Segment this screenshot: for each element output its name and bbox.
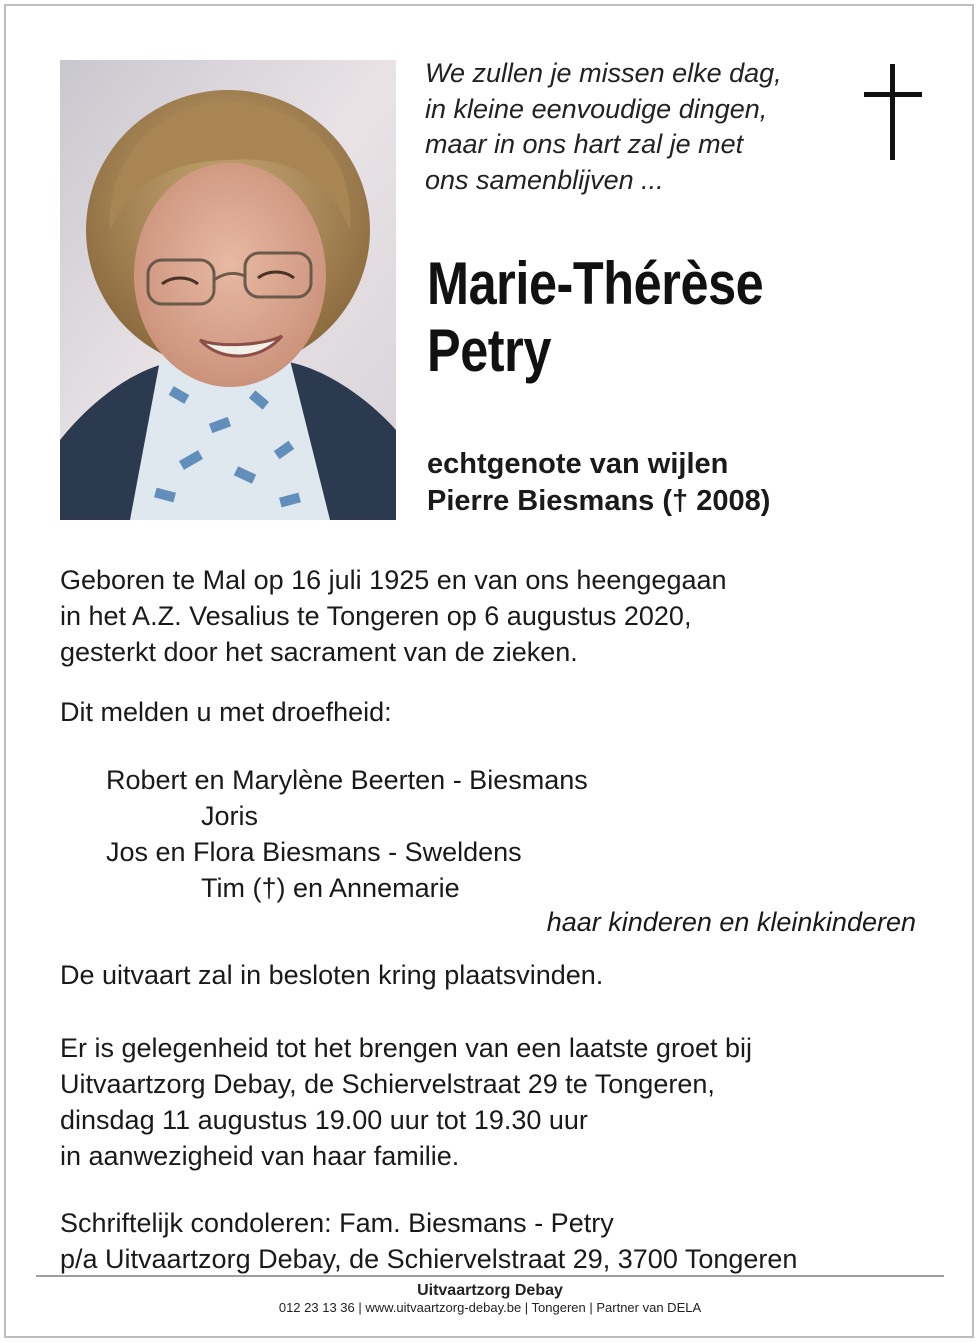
family-caption: haar kinderen en kleinkinderen [546, 907, 916, 937]
paragraph-line: Geboren te Mal op 16 juli 1925 en van ons heengegaan [60, 565, 727, 595]
grandchild: Joris [201, 801, 259, 831]
spouse-line: Pierre Biesmans († 2008) [427, 485, 771, 517]
funeral-note [60, 957, 603, 993]
paragraph-line: dinsdag 11 augustus 19.00 uur tot 19.30 uur [60, 1105, 588, 1135]
grandchild: Tim (†) en Annemarie [201, 873, 460, 903]
last-name: Petry [427, 317, 551, 384]
poem-line: maar in ons hart zal je met [425, 129, 744, 159]
poem-line: We zullen je missen elke dag, [425, 58, 782, 88]
family-member: Robert en Marylène Beerten - Biesmans [106, 765, 588, 795]
footer-contact: 012 23 13 36 | www.uitvaartzorg-debay.be | Tongeren | Partner van DELA [278, 1300, 702, 1315]
paragraph-line: Er is gelegenheid tot het brengen van een laatste groet bij [60, 1033, 752, 1063]
paragraph-line: p/a Uitvaartzorg Debay, de Schiervelstraat 29, 3700 Tongeren [60, 1244, 798, 1274]
visitation-paragraph [60, 1030, 752, 1174]
condolence-paragraph [60, 1205, 797, 1277]
poem [425, 56, 782, 198]
announcement [60, 694, 392, 730]
paragraph-line: Uitvaartzorg Debay, de Schiervelstraat 29 te Tongeren, [60, 1069, 715, 1099]
cross-icon [864, 64, 922, 160]
footer-divider [36, 1275, 944, 1277]
footer-company: Uitvaartzorg Debay [417, 1282, 563, 1299]
paragraph-line: in aanwezigheid van haar familie. [60, 1141, 460, 1171]
funeral-text: De uitvaart zal in besloten kring plaatsvinden. [60, 960, 604, 990]
birth-death-paragraph [60, 562, 727, 670]
poem-line: ons samenblijven ... [425, 164, 664, 195]
spouse-info [427, 446, 770, 520]
paragraph-line: in het A.Z. Vesalius te Tongeren op 6 augustus 2020, [60, 601, 692, 631]
paragraph-line: gesterkt door het sacrament van de zieken. [60, 637, 578, 667]
spouse-line: echtgenote van wijlen [427, 448, 729, 480]
deceased-name [427, 250, 763, 384]
paragraph-line: Schriftelijk condoleren: Fam. Biesmans - Petry [60, 1208, 614, 1238]
poem-line: in kleine eenvoudige dingen, [425, 93, 768, 124]
announcement-text: Dit melden u met droefheid: [60, 697, 392, 727]
family-member: Jos en Flora Biesmans - Sweldens [106, 837, 522, 867]
portrait-photo [60, 60, 396, 520]
first-name: Marie-Thérèse [427, 250, 764, 317]
